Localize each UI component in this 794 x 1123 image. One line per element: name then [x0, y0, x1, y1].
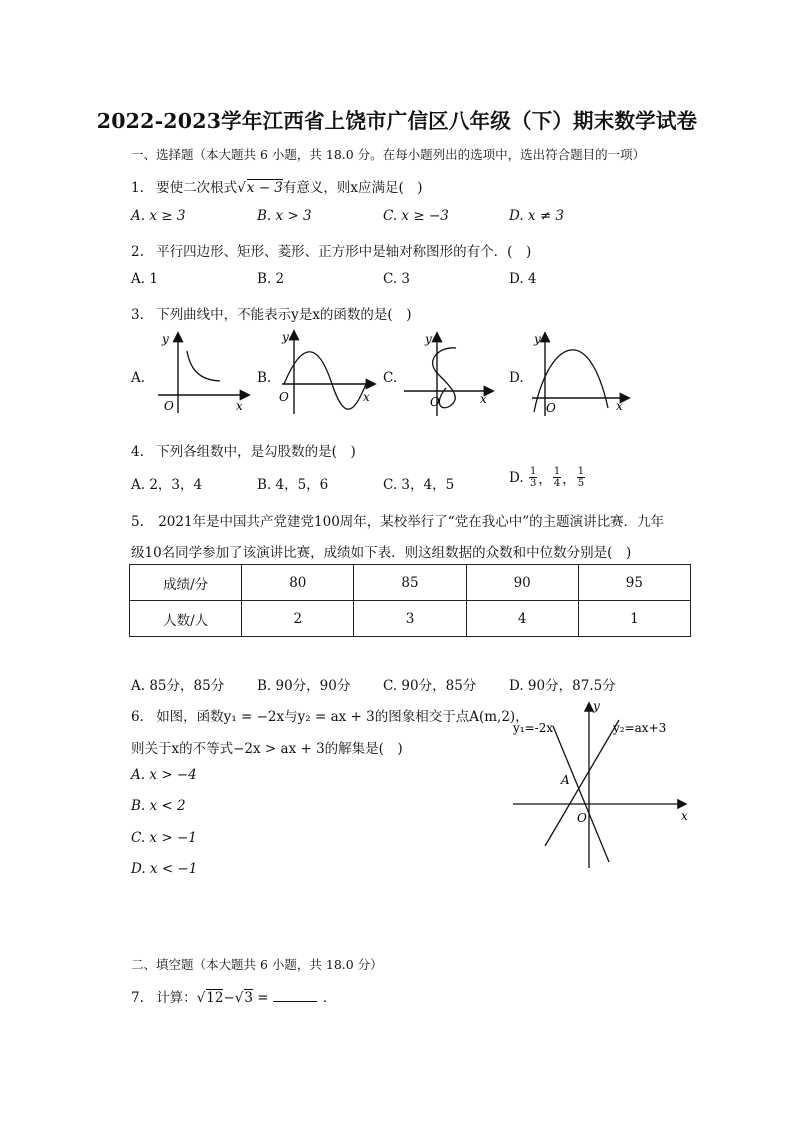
curve: [187, 351, 220, 381]
table-cell: 80: [242, 565, 354, 601]
sqrt-icon: √: [234, 990, 244, 1006]
x-label: x: [363, 390, 370, 404]
y-label: y: [593, 699, 600, 713]
question-text: 下列各组数中，是勾股数的是( ): [156, 444, 356, 460]
line-y1: [553, 726, 609, 862]
origin-label: O: [430, 395, 440, 409]
question-6-line2: 则关于x的不等式−2x > ax + 3的解集是( ): [131, 741, 403, 757]
q1-option-b[interactable]: B. x > 3: [257, 208, 312, 224]
q2-option-d[interactable]: D. 4: [509, 271, 537, 287]
question-text: 如图，函数y₁ = −2x与y₂ = ax + 3的图象相交于点A(m,2)，: [156, 709, 529, 725]
question-2: [131, 240, 531, 260]
x-label: x: [480, 392, 487, 406]
sqrt-icon: √: [237, 180, 246, 196]
q6-option-b[interactable]: B. x < 2: [131, 798, 186, 814]
origin-label: O: [546, 401, 556, 415]
question-number: 6.: [131, 709, 144, 725]
question-number: 1.: [131, 180, 144, 196]
y-label: y: [425, 332, 432, 346]
q1-option-a[interactable]: A. x ≥ 3: [131, 208, 186, 224]
q5-option-a[interactable]: A. 85分，85分: [131, 678, 225, 694]
question-number: 3.: [131, 307, 144, 323]
radicand: 12: [206, 990, 224, 1006]
q3-graph-d: [528, 328, 633, 418]
table-cell: 85: [354, 565, 466, 601]
table-cell: 2: [242, 601, 354, 637]
table-cell: 4: [466, 601, 578, 637]
question-number: 4.: [131, 444, 144, 460]
q2-option-c[interactable]: C. 3: [383, 271, 411, 287]
q3-option-c[interactable]: C.: [383, 370, 398, 386]
question-text: 平行四边形、矩形、菱形、正方形中是轴对称图形的有个．( ): [156, 244, 532, 260]
radicand: 3: [244, 990, 253, 1006]
y2-label: y₂=ax+3: [613, 721, 667, 735]
q4-option-a[interactable]: A. 2，3，4: [131, 477, 203, 493]
table-cell: 95: [578, 565, 690, 601]
question-text: 下列曲线中，不能表示y是x的函数的是( ): [156, 307, 412, 323]
q6-option-c[interactable]: C. x > −1: [131, 830, 197, 846]
fraction: $\frac{1}{4}$: [553, 466, 561, 489]
origin-label: O: [164, 399, 174, 413]
q3-graph-b: [274, 326, 379, 416]
question-7: 7. 计算：√12−√3 = ．: [131, 990, 337, 1006]
x-label: x: [236, 399, 243, 413]
question-number: 7.: [131, 990, 144, 1006]
question-text: 要使二次根式: [156, 180, 238, 196]
page-title: 2022-2023学年江西省上饶市广信区八年级（下）期末数学试卷: [96, 109, 698, 133]
sqrt-icon: √: [196, 990, 206, 1006]
y-label: y: [162, 332, 169, 346]
q1-option-d[interactable]: D. x ≠ 3: [509, 208, 565, 224]
x-label: x: [681, 809, 688, 823]
question-text: 2021年是中国共产党建党100周年，某校举行了“党在我心中”的主题演讲比赛．九年: [158, 514, 665, 530]
q3-option-a[interactable]: A.: [131, 370, 146, 386]
origin-label: O: [577, 811, 587, 825]
radicand: x − 3: [246, 180, 283, 196]
fraction: $\frac{1}{5}$: [577, 466, 585, 489]
table-cell: 1: [578, 601, 690, 637]
question-5: [131, 510, 664, 530]
q3-option-b[interactable]: B.: [257, 370, 272, 386]
q4-option-d[interactable]: D. $\frac{1}{3}$ ， $\frac{1}{4}$ ， $\frac{1}{5}$: [509, 466, 585, 489]
table-cell: 成绩/分: [130, 565, 242, 601]
origin-label: O: [279, 390, 289, 404]
q6-graph: [505, 698, 695, 870]
question-text: 计算：: [156, 990, 197, 1006]
table-cell: 90: [466, 565, 578, 601]
x-label: x: [616, 399, 623, 413]
question-number: 5.: [131, 514, 144, 530]
line-y2: [545, 720, 619, 846]
q5-option-b[interactable]: B. 90分，90分: [257, 678, 351, 694]
table-cell: 人数/人: [130, 601, 242, 637]
table-cell: 3: [354, 601, 466, 637]
q1-option-c[interactable]: C. x ≥ −3: [383, 208, 449, 224]
table-row: [130, 565, 691, 601]
table-row: [130, 601, 691, 637]
curve: [284, 352, 366, 409]
fraction: $\frac{1}{3}$: [529, 466, 537, 489]
q3-graph-a: [150, 328, 255, 418]
section-heading-choice: 一、选择题（本大题共 6 小题，共 18.0 分。在每小题列出的选项中，选出符合题目的一项）: [131, 147, 646, 162]
score-table: [129, 564, 691, 637]
q5-option-d[interactable]: D. 90分，87.5分: [509, 678, 616, 694]
question-6: [131, 705, 529, 725]
q6-option-a[interactable]: A. x > −4: [131, 767, 197, 783]
section-heading-fill: 二、填空题（本大题共 6 小题，共 18.0 分）: [131, 957, 383, 972]
y1-label: y₁=-2x: [513, 721, 554, 735]
question-number: 2.: [131, 244, 144, 260]
question-3: [131, 303, 411, 323]
y-label: y: [534, 332, 541, 346]
answer-blank[interactable]: [273, 989, 317, 1002]
question-text-end: 有意义，则x应满足( ): [282, 180, 423, 196]
question-5-line2: 级10名同学参加了该演讲比赛，成绩如下表．则这组数据的众数和中位数分别是( ): [131, 545, 632, 561]
q4-option-b[interactable]: B. 4，5，6: [257, 477, 329, 493]
y-label: y: [282, 330, 289, 344]
q6-option-d[interactable]: D. x < −1: [131, 861, 198, 877]
q3-graph-c: [400, 328, 500, 418]
q5-option-c[interactable]: C. 90分，85分: [383, 678, 477, 694]
point-a-label: A: [561, 773, 570, 787]
question-4: [131, 440, 356, 460]
q2-option-b[interactable]: B. 2: [257, 271, 285, 287]
q3-option-d[interactable]: D.: [509, 370, 524, 386]
q4-option-c[interactable]: C. 3，4，5: [383, 477, 455, 493]
q2-option-a[interactable]: A. 1: [131, 271, 158, 287]
question-1: [131, 176, 423, 196]
